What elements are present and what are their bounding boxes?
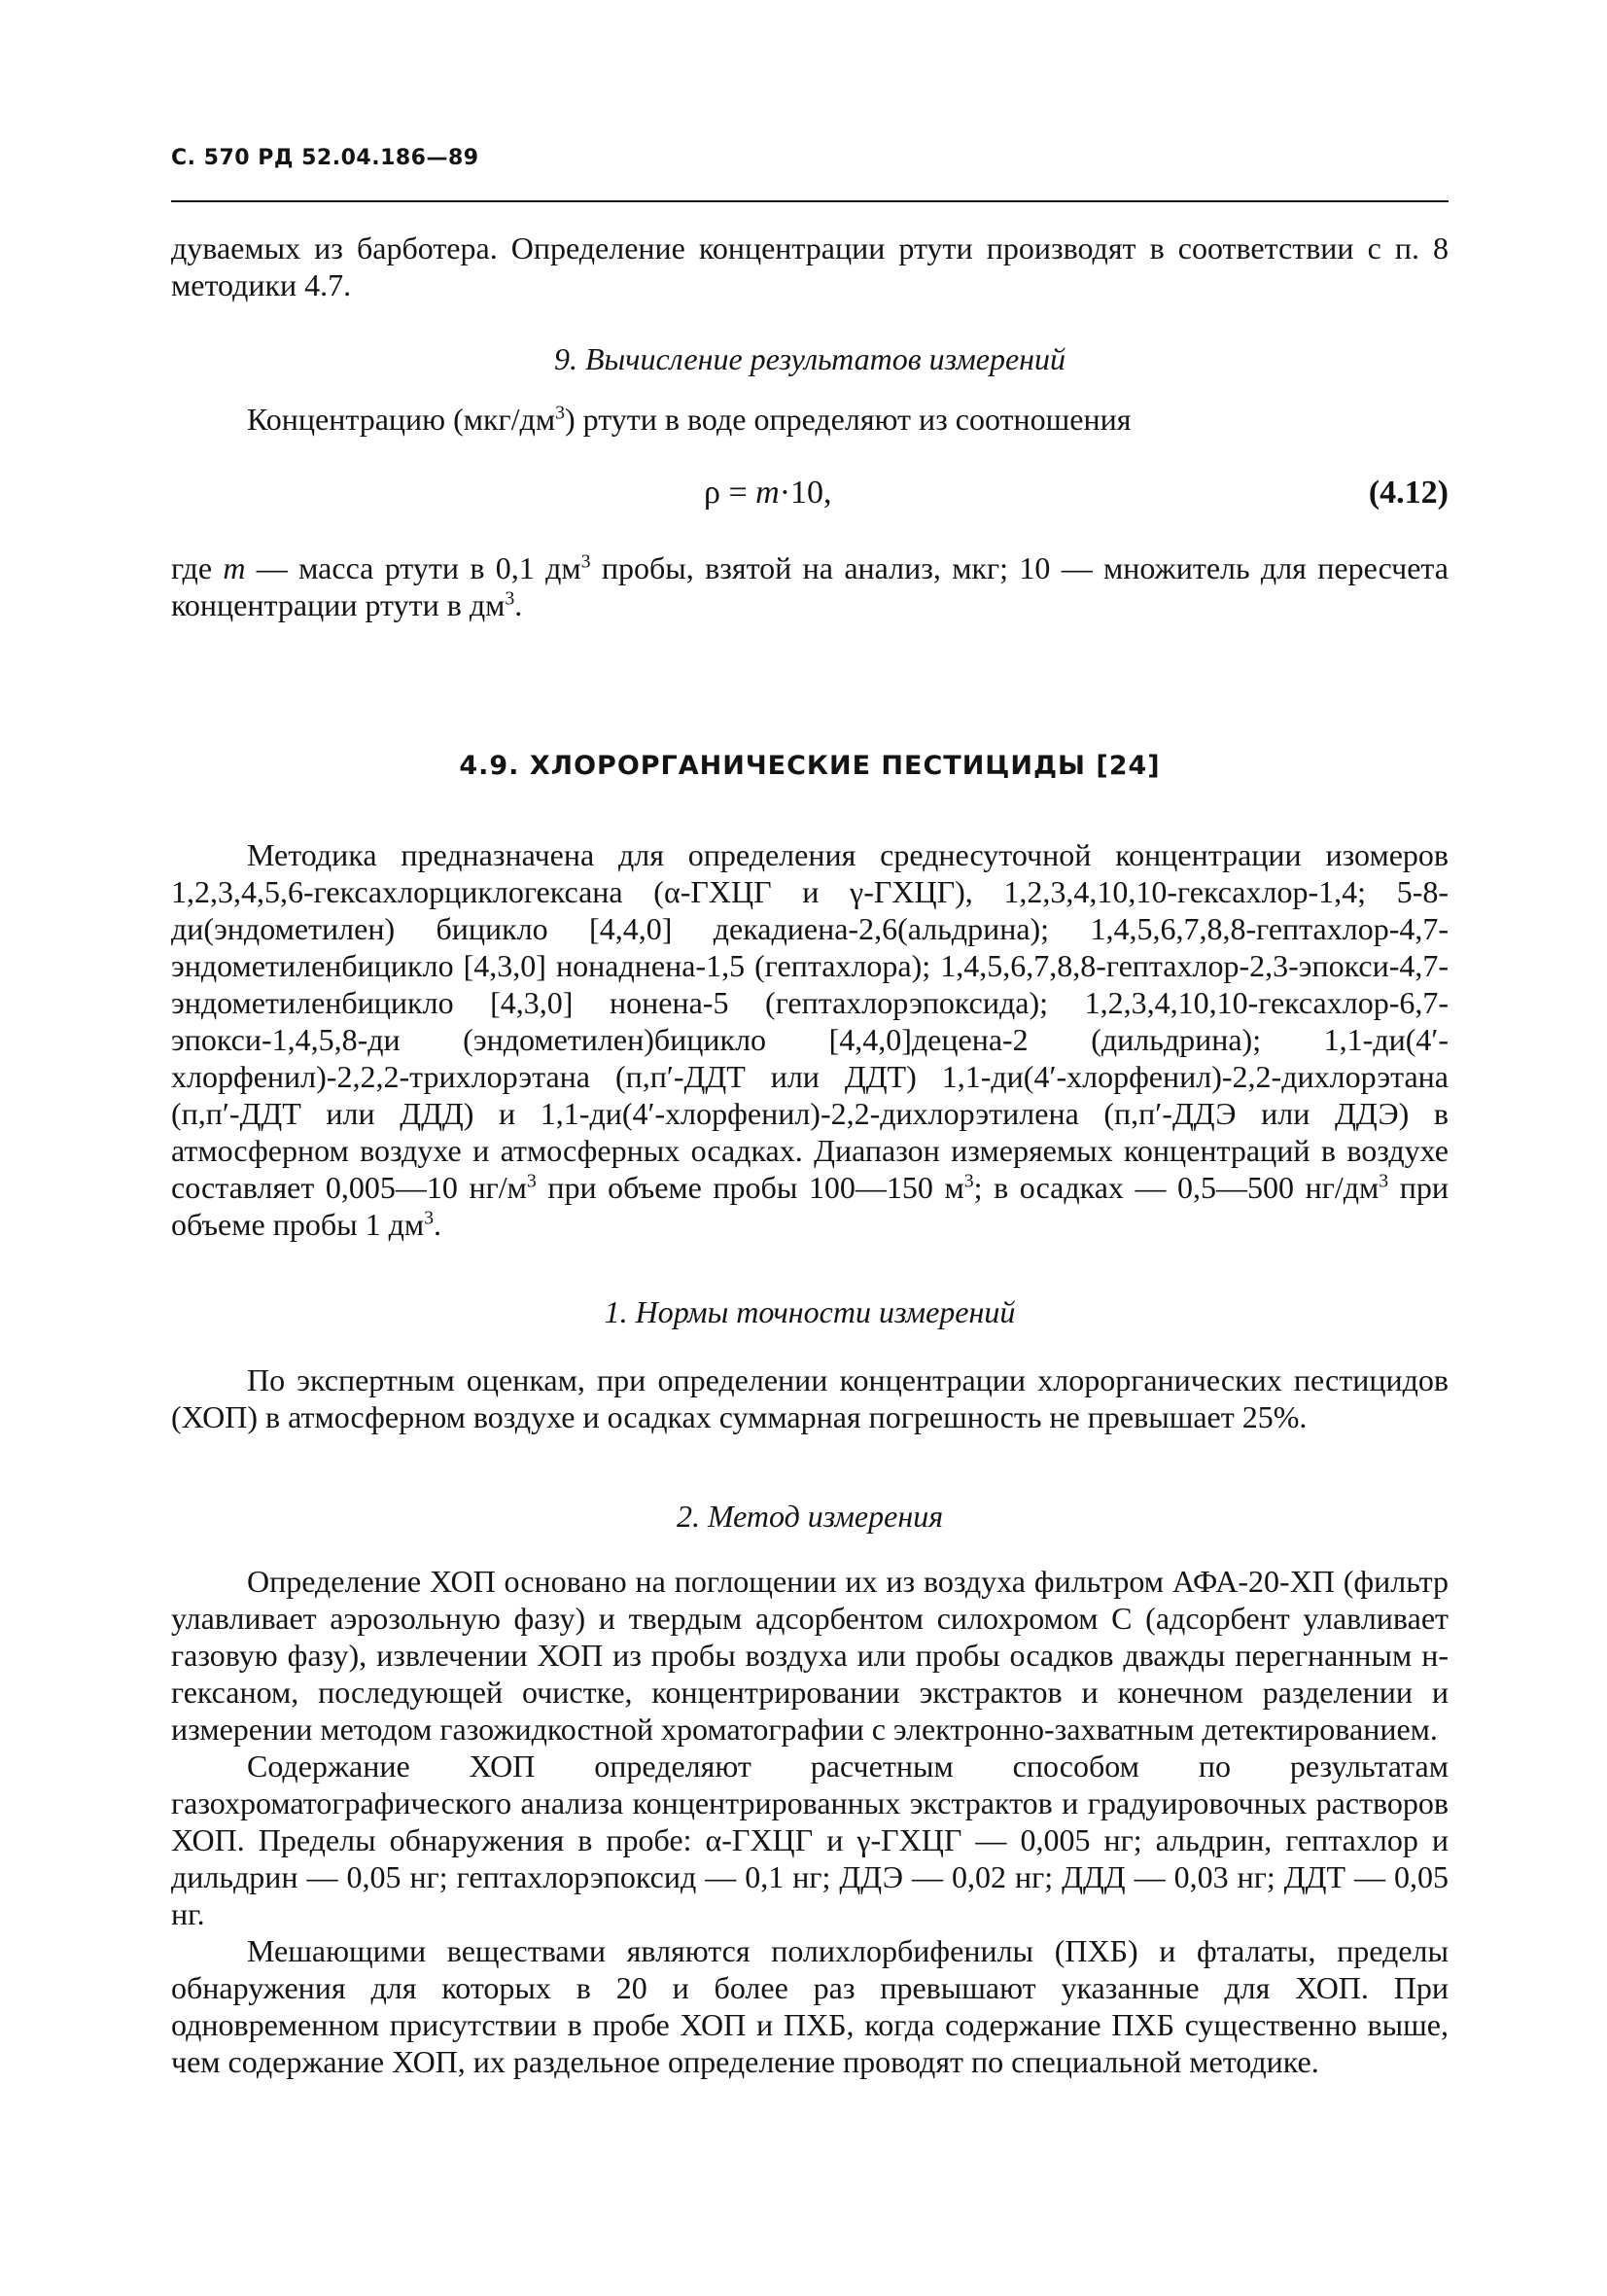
section-9-heading: 9. Вычисление результатов измерений [553,341,1066,376]
intro-part: при объеме пробы 1 дм [171,1170,1450,1242]
section-9-sentence [171,401,1449,438]
sentence-part: Концентрацию (мкг/дм [247,402,556,437]
subsection-1-paragraph [171,1361,1449,1435]
superscript: 3 [526,1170,537,1192]
formula-var-m: m [755,475,780,511]
equation-number: (4.12) [1368,475,1449,511]
method-paragraph: Определение ХОП основано на поглощении их из воздуха фильтром АФА-20-ХП (фильтр улавливает аэрозольную фазу) и твердым адсорбентом силохромом С (адсорбент улавливает газовую фазу), извлечении ХОП из пробы воздуха или пробы осадков дважды перегнанным н-гексаном, последующей очистке, концентрировании экстрактов и конечном разделении и измерении методом газожидкостной хроматографии с электронно-захватным детектированием. [171,1564,1449,1747]
explanation-part: пробы, взятой на анализ, мкг; 10 — множитель для пересчета концентрации ртути в дм [171,550,1450,622]
explanation-part: . [514,587,523,622]
superscript: 3 [505,587,515,610]
explanation-var-m: m [223,550,246,585]
intro-part: ; в осадках — 0,5—500 нг/дм [973,1170,1380,1205]
formula-rest: ·10, [779,475,832,511]
superscript: 3 [963,1170,974,1192]
formula-lhs: ρ [704,475,720,511]
formula-4-12 [171,475,1449,517]
intro-part: . [434,1207,442,1242]
method-paragraph: Содержание ХОП определяют расчетным способом по результатам газохроматографического анализа концентрированных экстрактов и градуировочных растворов ХОП. Пределы обнаружения в пробе: α-ГХЦГ и γ-ГХЦГ — 0,005 нг; альдрин, гептахлор и дильдрин — 0,05 нг; гептахлорэпоксид — 0,1 нг; ДДЭ — 0,02 нг; ДДД — 0,03 нг; ДДТ — 0,05 нг. [171,1748,1449,1931]
explanation-part: где [171,550,224,585]
superscript: 3 [1379,1170,1389,1192]
formula-expression [704,475,832,512]
formula-explanation [171,549,1449,623]
formula-equals: = [719,475,756,511]
section-4-9-title: 4.9. ХЛОРОРГАНИЧЕСКИЕ ПЕСТИЦИДЫ [24] [459,751,1161,781]
subsection-1-heading: 1. Нормы точности измерений [604,1294,1016,1329]
intro-part: при объеме пробы 100—150 м [536,1170,964,1205]
header-rule [171,200,1449,202]
subsection-2-heading: 2. Метод измерения [676,1499,944,1534]
sentence-part: ) ртути в воде определяют из соотношения [564,402,1132,437]
section-4-9-intro [171,836,1449,1243]
explanation-part: — масса ртути в 0,1 дм [245,550,581,585]
superscript: 3 [424,1207,435,1229]
continuation-paragraph [171,230,1449,303]
continuation-text: дуваемых из барботера. Определение концентрации ртути производят в соответствии с п. 8 методики 4.7. [171,230,1449,302]
superscript: 3 [580,550,591,573]
subsection-2-body [171,1563,1449,2080]
method-paragraph: Мешающими веществами являются полихлорбифенилы (ПХБ) и фталаты, пределы обнаружения для которых в 20 и более раз превышают указанные для ХОП. При одновременном присутствии в пробе ХОП и ПХБ, когда содержание ПХБ существенно выше, чем содержание ХОП, их раздельное определение проводят по специальной методике. [171,1933,1449,2079]
intro-part: Методика предназначена для определения среднесуточной концентрации изомеров 1,2,3,4,5,6-гексахлорциклогексана (α-ГХЦГ и γ-ГХЦГ), 1,2,3,4,10,10-гексахлор-1,4; 5-8-ди(эндометилен) бицикло [4,4,0] декадиена-2,6(альдрина); 1,4,5,6,7,8,8-гептахлор-4,7-эндометиленбицикло [4,3,0] нонаднена-1,5 (гептахлора); 1,4,5,6,7,8,8-гептахлор-2,3-эпокси-4,7-эндометиленбицикло [4,3,0] нонена-5 (гептахлорэпоксида); 1,2,3,4,10,10-гексахлор-6,7-эпокси-1,4,5,8-ди (эндометилен)бицикло [4,4,0]децена-2 (дильдрина); 1,1-ди(4′-хлорфенил)-2,2,2-трихлорэтана (п,п′-ДДТ или ДДТ) 1,1-ди(4′-хлорфенил)-2,2-дихлорэтана (п,п′-ДДТ или ДДД) и 1,1-ди(4′-хлорфенил)-2,2-дихлорэтилена (п,п′-ДДЭ или ДДЭ) в атмосферном воздухе и атмосферных осадках. Диапазон измеряемых концентраций в воздухе составляет 0,005—10 нг/м [171,837,1449,1205]
superscript: 3 [555,402,565,424]
running-header: С. 570 РД 52.04.186—89 [171,146,479,170]
subsection-1-text: По экспертным оценкам, при определении концентрации хлорорганических пестицидов (ХОП) в атмосферном воздухе и осадках суммарная погрешность не превышает 25%. [171,1362,1449,1434]
